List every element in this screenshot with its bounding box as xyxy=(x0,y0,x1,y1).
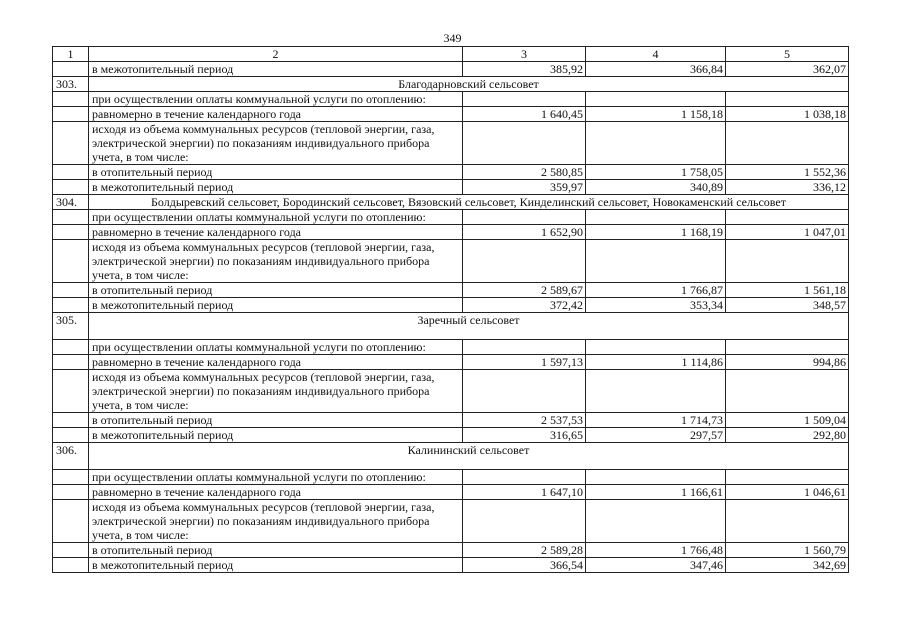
section-header-row xyxy=(53,77,849,92)
value-cell-col4 xyxy=(586,122,726,165)
table-row xyxy=(53,370,849,413)
table-row xyxy=(53,500,849,543)
table-row xyxy=(53,107,849,122)
value-cell-col3 xyxy=(463,210,586,225)
value-cell-col5 xyxy=(726,92,849,107)
header-cell-3: 3 xyxy=(463,47,586,62)
value-cell-col5 xyxy=(726,340,849,355)
value-cell-col4: 1 758,05 xyxy=(586,165,726,180)
section-header-row xyxy=(53,443,849,470)
table-row xyxy=(53,485,849,500)
value-cell-col4 xyxy=(586,340,726,355)
row-label-cell: в межотопительный период xyxy=(89,428,463,443)
value-cell-col4: 1 168,19 xyxy=(586,225,726,240)
row-label-cell: в межотопительный период xyxy=(89,180,463,195)
row-number-cell xyxy=(53,283,89,298)
section-header-row xyxy=(53,313,849,340)
value-cell-col3: 2 589,67 xyxy=(463,283,586,298)
value-cell-col4: 340,89 xyxy=(586,180,726,195)
value-cell-col5 xyxy=(726,210,849,225)
value-cell-col3: 1 652,90 xyxy=(463,225,586,240)
row-number-cell xyxy=(53,485,89,500)
value-cell-col3 xyxy=(463,92,586,107)
section-title: Калининский сельсовет xyxy=(89,443,849,470)
row-label-cell: при осуществлении оплаты коммунальной услуги по отоплению: xyxy=(89,470,463,485)
value-cell-col3 xyxy=(463,122,586,165)
value-cell-col4: 1 714,73 xyxy=(586,413,726,428)
row-number-cell xyxy=(53,210,89,225)
row-number-cell xyxy=(53,543,89,558)
table-row xyxy=(53,543,849,558)
value-cell-col5 xyxy=(726,240,849,283)
value-cell-col5: 342,69 xyxy=(726,558,849,573)
row-label-cell: в межотопительный период xyxy=(89,298,463,313)
row-label-cell: в отопительный период xyxy=(89,543,463,558)
row-label-cell: в отопительный период xyxy=(89,165,463,180)
table-row xyxy=(53,355,849,370)
value-cell-col3: 1 647,10 xyxy=(463,485,586,500)
row-number-cell xyxy=(53,500,89,543)
header-cell-5: 5 xyxy=(726,47,849,62)
table-row xyxy=(53,413,849,428)
row-label-cell: равномерно в течение календарного года xyxy=(89,107,463,122)
value-cell-col3 xyxy=(463,340,586,355)
table-row xyxy=(53,92,849,107)
table-row xyxy=(53,122,849,165)
value-cell-col5: 1 509,04 xyxy=(726,413,849,428)
value-cell-col4: 1 166,61 xyxy=(586,485,726,500)
value-cell-col5: 348,57 xyxy=(726,298,849,313)
value-cell-col3 xyxy=(463,500,586,543)
row-number-cell xyxy=(53,298,89,313)
value-cell-col5: 1 561,18 xyxy=(726,283,849,298)
header-row xyxy=(53,47,849,62)
value-cell-col5: 1 038,18 xyxy=(726,107,849,122)
header-cell-1: 1 xyxy=(53,47,89,62)
page-number: 349 xyxy=(443,31,462,45)
table-row xyxy=(53,428,849,443)
row-number-cell xyxy=(53,225,89,240)
table-row xyxy=(53,225,849,240)
table-row xyxy=(53,240,849,283)
value-cell-col3: 1 640,45 xyxy=(463,107,586,122)
value-cell-col3: 2 589,28 xyxy=(463,543,586,558)
value-cell-col5 xyxy=(726,500,849,543)
value-cell-col4 xyxy=(586,500,726,543)
value-cell-col4: 347,46 xyxy=(586,558,726,573)
table-row xyxy=(53,180,849,195)
section-number: 303. xyxy=(53,77,89,92)
value-cell-col3: 2 580,85 xyxy=(463,165,586,180)
row-label-cell: при осуществлении оплаты коммунальной услуги по отоплению: xyxy=(89,92,463,107)
row-number-cell xyxy=(53,558,89,573)
value-cell-col4 xyxy=(586,210,726,225)
table-row xyxy=(53,298,849,313)
table-row xyxy=(53,558,849,573)
section-title: Заречный сельсовет xyxy=(89,313,849,340)
value-cell-col4: 1 766,87 xyxy=(586,283,726,298)
section-header-row xyxy=(53,195,849,210)
row-number-cell xyxy=(53,165,89,180)
row-number-cell xyxy=(53,180,89,195)
table-row xyxy=(53,283,849,298)
value-cell-col5: 362,07 xyxy=(726,62,849,77)
table-row xyxy=(53,62,849,77)
value-cell-col5: 1 046,61 xyxy=(726,485,849,500)
row-number-cell xyxy=(53,413,89,428)
row-number-cell xyxy=(53,107,89,122)
row-label-cell: равномерно в течение календарного года xyxy=(89,485,463,500)
row-number-cell xyxy=(53,340,89,355)
value-cell-col4: 297,57 xyxy=(586,428,726,443)
row-number-cell xyxy=(53,370,89,413)
row-label-cell: в межотопительный период xyxy=(89,62,463,77)
row-number-cell xyxy=(53,92,89,107)
row-label-cell: равномерно в течение календарного года xyxy=(89,225,463,240)
row-label-cell: в отопительный период xyxy=(89,413,463,428)
value-cell-col4 xyxy=(586,470,726,485)
row-number-cell xyxy=(53,62,89,77)
value-cell-col5: 1 552,36 xyxy=(726,165,849,180)
value-cell-col4: 1 766,48 xyxy=(586,543,726,558)
section-title: Благодарновский сельсовет xyxy=(89,77,849,92)
value-cell-col5 xyxy=(726,122,849,165)
value-cell-col5: 1 560,79 xyxy=(726,543,849,558)
row-label-cell: при осуществлении оплаты коммунальной услуги по отоплению: xyxy=(89,340,463,355)
value-cell-col4 xyxy=(586,370,726,413)
value-cell-col5: 336,12 xyxy=(726,180,849,195)
section-title: Болдыревский сельсовет, Бородинский сельсовет, Вязовский сельсовет, Кинделинский сельсовет, Новокаменский сельсовет xyxy=(89,195,849,210)
header-cell-4: 4 xyxy=(586,47,726,62)
value-cell-col3: 372,42 xyxy=(463,298,586,313)
row-label-cell: исходя из объема коммунальных ресурсов (тепловой энергии, газа, электрической энергии) по показаниям индивидуального прибора учета, в том числе: xyxy=(89,500,463,543)
row-label-cell: при осуществлении оплаты коммунальной услуги по отоплению: xyxy=(89,210,463,225)
value-cell-col4: 1 158,18 xyxy=(586,107,726,122)
row-number-cell xyxy=(53,470,89,485)
row-number-cell xyxy=(53,122,89,165)
value-cell-col5: 994,86 xyxy=(726,355,849,370)
row-number-cell xyxy=(53,240,89,283)
table-row xyxy=(53,340,849,355)
value-cell-col5 xyxy=(726,470,849,485)
row-label-cell: исходя из объема коммунальных ресурсов (тепловой энергии, газа, электрической энергии) по показаниям индивидуального прибора учета, в том числе: xyxy=(89,122,463,165)
row-label-cell: в межотопительный период xyxy=(89,558,463,573)
value-cell-col3 xyxy=(463,240,586,283)
row-label-cell: исходя из объема коммунальных ресурсов (тепловой энергии, газа, электрической энергии) по показаниям индивидуального прибора учета, в том числе: xyxy=(89,370,463,413)
value-cell-col4 xyxy=(586,92,726,107)
value-cell-col4: 1 114,86 xyxy=(586,355,726,370)
value-cell-col4 xyxy=(586,240,726,283)
section-number: 304. xyxy=(53,195,89,210)
table-row xyxy=(53,165,849,180)
row-label-cell: исходя из объема коммунальных ресурсов (тепловой энергии, газа, электрической энергии) по показаниям индивидуального прибора учета, в том числе: xyxy=(89,240,463,283)
table-row xyxy=(53,470,849,485)
row-label-cell: равномерно в течение календарного года xyxy=(89,355,463,370)
value-cell-col3: 359,97 xyxy=(463,180,586,195)
row-number-cell xyxy=(53,355,89,370)
value-cell-col5 xyxy=(726,370,849,413)
value-cell-col3: 2 537,53 xyxy=(463,413,586,428)
value-cell-col3: 385,92 xyxy=(463,62,586,77)
value-cell-col5: 292,80 xyxy=(726,428,849,443)
section-number: 305. xyxy=(53,313,89,340)
value-cell-col3 xyxy=(463,370,586,413)
value-cell-col3: 1 597,13 xyxy=(463,355,586,370)
value-cell-col4: 353,34 xyxy=(586,298,726,313)
value-cell-col3: 316,65 xyxy=(463,428,586,443)
row-label-cell: в отопительный период xyxy=(89,283,463,298)
value-cell-col4: 366,84 xyxy=(586,62,726,77)
row-number-cell xyxy=(53,428,89,443)
value-cell-col3 xyxy=(463,470,586,485)
tariff-table xyxy=(52,46,849,573)
value-cell-col5: 1 047,01 xyxy=(726,225,849,240)
header-cell-2: 2 xyxy=(89,47,463,62)
table-row xyxy=(53,210,849,225)
section-number: 306. xyxy=(53,443,89,470)
value-cell-col3: 366,54 xyxy=(463,558,586,573)
